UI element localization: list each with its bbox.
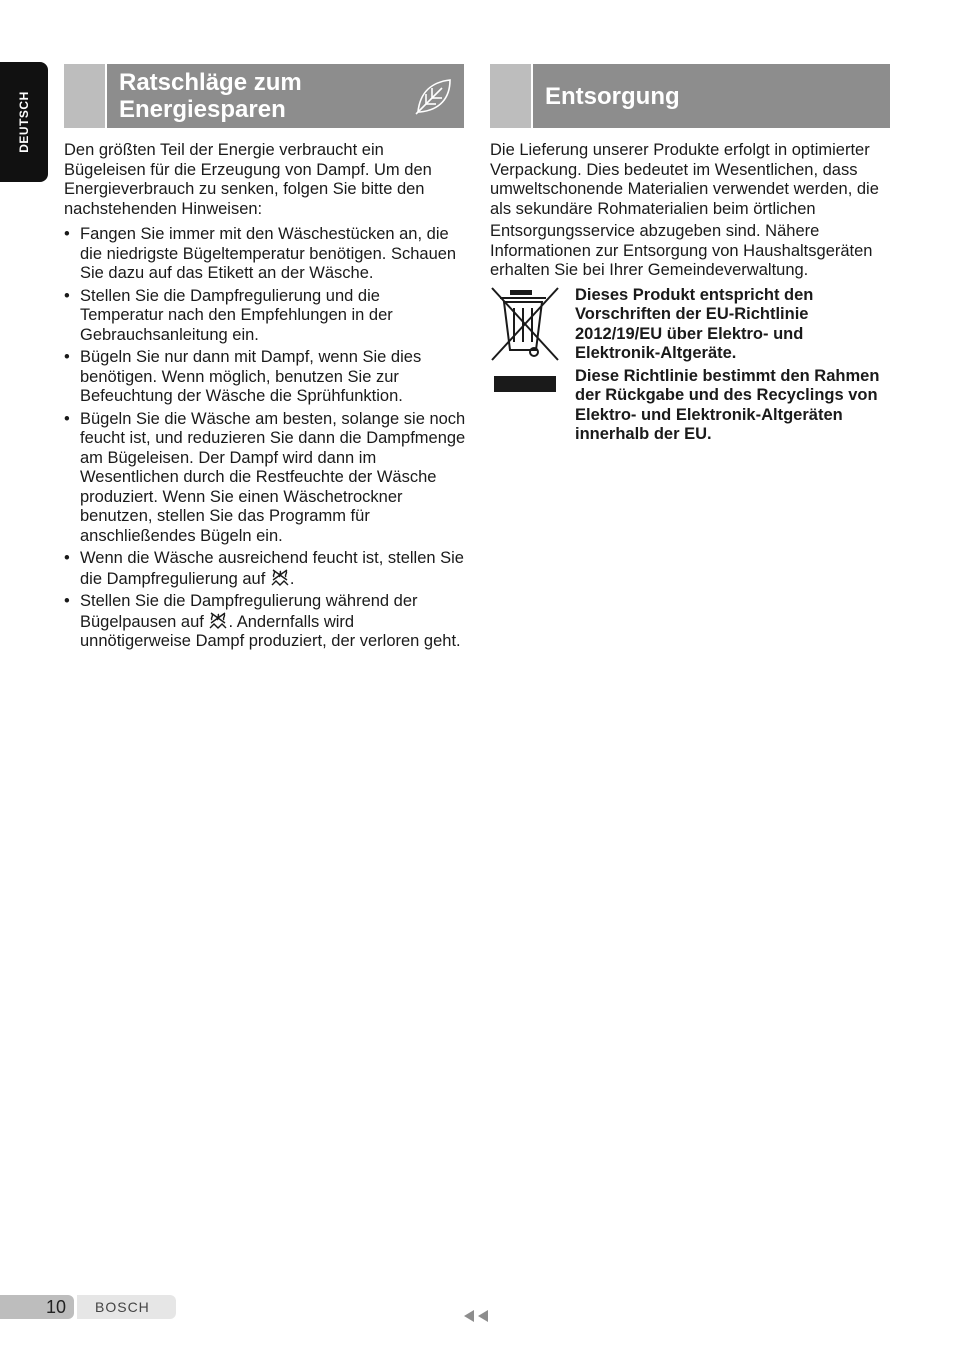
- energy-tips-list: [64, 225, 466, 652]
- list-item: [64, 348, 466, 407]
- page-number: 10: [45, 1297, 66, 1317]
- disposal-paragraph-2: Entsorgungsservice abzugeben sind. Nähere Informationen zur Entsorgung von Haushaltsgeräten erhalten Sie bei Ihrer Gemeindeverwaltung.: [490, 222, 873, 279]
- weee-text: [575, 286, 892, 445]
- list-item: [64, 410, 466, 547]
- list-item: [64, 287, 466, 346]
- bullet: •: [64, 409, 70, 428]
- energy-intro: Den größten Teil der Energie verbraucht ein Bügeleisen für die Erzeugung von Dampf. Um den Energieverbrauch zu senken, folgen Sie bitte den nachstehenden Hinweisen:: [64, 141, 432, 218]
- energy-heading: Ratschläge zum Energiesparen: [119, 69, 302, 123]
- disposal-section-body: [490, 141, 892, 445]
- tip-text: Bügeln Sie nur dann mit Dampf, wenn Sie dies benötigen. Wenn möglich, benutzen Sie zur Befeuchtung der Wäsche die Sprühfunktion.: [80, 348, 422, 405]
- no-steam-icon: [270, 569, 290, 587]
- bullet: •: [64, 592, 70, 610]
- tip-text: Bügeln Sie die Wäsche am besten, solange sie noch feucht ist, und reduzieren Sie dann die Dampfmenge am Bügeleisen. Der Dampf wird dann im Wesentlichen durch die Restfeuchte der Wäsche produziert. Wenn Sie einen Wäschetrockner benutzen, stellen Sie das Programm für anschließendes Bügeln ein.: [80, 409, 466, 545]
- leaf-icon: [412, 74, 456, 118]
- weee-notice: [490, 286, 892, 445]
- tip-text-after: . Andernfalls wird unnötigerweise Dampf produziert, der verloren geht.: [80, 612, 461, 650]
- disposal-section-header: [490, 64, 890, 128]
- energy-section-body: [64, 141, 466, 655]
- back-arrows-icon[interactable]: [462, 1308, 490, 1324]
- tip-text-before: Wenn die Wäsche ausreichend feucht ist, stellen Sie die Dampfregulierung auf: [80, 549, 464, 588]
- tip-text: Stellen Sie die Dampfregulierung und die Temperatur nach den Empfehlungen in der Gebrauchsanleitung ein.: [80, 286, 393, 344]
- list-item: [64, 592, 466, 652]
- header-accent-block: [64, 64, 107, 128]
- list-item: [64, 225, 466, 284]
- disposal-paragraph-1: Die Lieferung unserer Produkte erfolgt in optimierter Verpackung. Dies bedeutet im Wesentlichen, dass umweltschonende Materialien verwendet werden, die als sekundäre Rohmaterialien beim örtlichen: [490, 141, 879, 218]
- bullet: •: [64, 549, 70, 567]
- language-tab: [0, 62, 48, 182]
- tip-text-before: Stellen Sie die Dampfregulierung während der Bügelpausen auf: [80, 592, 418, 631]
- bullet: •: [64, 286, 70, 305]
- energy-section-header: [64, 64, 464, 128]
- language-tab-label: DEUTSCH: [17, 91, 31, 153]
- crossed-out-wheelie-bin-icon: [490, 286, 560, 396]
- brand-name: BOSCH: [95, 1299, 150, 1315]
- page-number-tab: [0, 1295, 74, 1319]
- disposal-heading: Entsorgung: [545, 82, 680, 110]
- tip-text: [80, 592, 461, 650]
- tip-text: Fangen Sie immer mit den Wäschestücken an, die die niedrigste Bügeltemperatur benötigen. Schauen Sie dazu auf das Etikett an der Wäsche.: [80, 225, 457, 282]
- bullet: •: [64, 225, 70, 243]
- bullet: •: [64, 348, 70, 366]
- weee-compliance-text: Dieses Produkt entspricht den Vorschriften der EU-Richtlinie 2012/19/EU über Elektro- und Elektronik-Altgeräte.: [575, 285, 814, 362]
- list-item: [64, 549, 466, 589]
- tip-text-after: .: [289, 569, 295, 588]
- brand-tab: [77, 1295, 176, 1319]
- header-accent-block: [490, 64, 533, 128]
- weee-directive-text: Diese Richtlinie bestimmt den Rahmen der Rückgabe und des Recyclings von Elektro- und Elektronik-Altgeräten innerhalb der EU.: [575, 366, 880, 443]
- no-steam-icon: [208, 612, 228, 630]
- tip-text: [80, 549, 464, 588]
